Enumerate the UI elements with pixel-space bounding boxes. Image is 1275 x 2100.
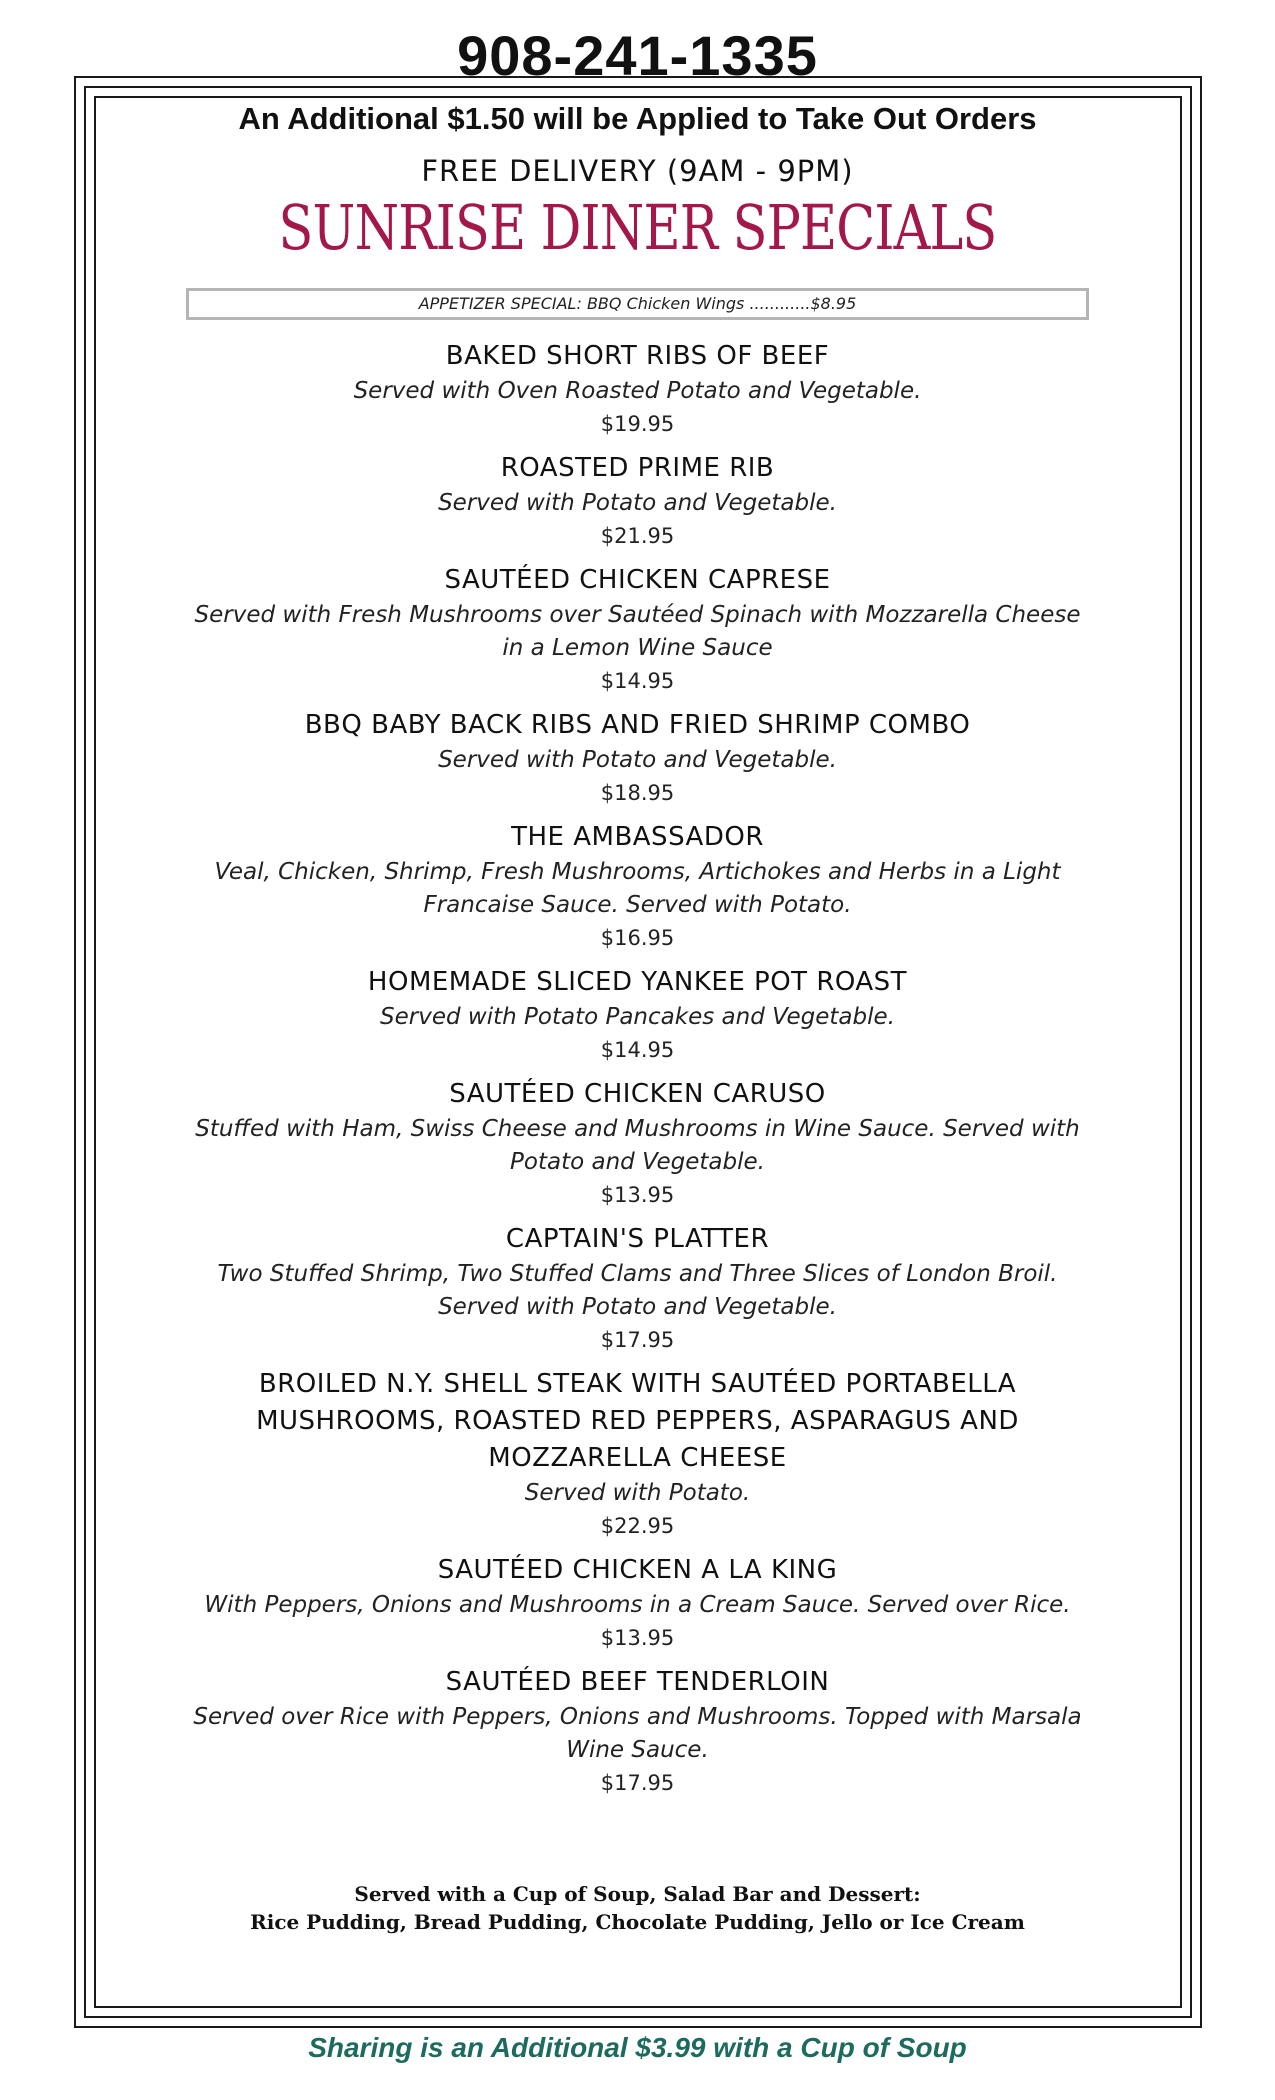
takeout-notice: An Additional $1.50 will be Applied to Take Out Orders	[238, 101, 1037, 136]
menu-item-name: MOZZARELLA CHEESE	[488, 1443, 787, 1473]
menu-item-name: ROASTED PRIME RIB	[500, 453, 775, 483]
menu-item-description: Francaise Sauce. Served with Potato.	[423, 892, 852, 918]
menu-item-price: $14.95	[600, 1038, 675, 1062]
menu-item-description: Served with Fresh Mushrooms over Sautéed Spinach with Mozzarella Cheese	[194, 602, 1081, 628]
menu-item-description: With Peppers, Onions and Mushrooms in a Cream Sauce. Served over Rice.	[204, 1592, 1071, 1618]
menu-item	[170, 1552, 1105, 1654]
menu-item-name: SAUTÉED CHICKEN CARUSO	[449, 1079, 826, 1109]
menu-item-description: Served with Potato and Vegetable.	[438, 490, 837, 516]
menu-item-name: THE AMBASSADOR	[511, 822, 764, 852]
menu-item-description: Wine Sauce.	[566, 1737, 709, 1763]
menu-item-description: Served over Rice with Peppers, Onions and Mushrooms. Topped with Marsala	[193, 1704, 1082, 1730]
menu-item-description: Served with Potato.	[524, 1480, 751, 1506]
appetizer-special-text: APPETIZER SPECIAL: BBQ Chicken Wings ............$8.95	[418, 294, 857, 313]
menu-item-name: BROILED N.Y. SHELL STEAK WITH SAUTÉED PORTABELLA	[258, 1369, 1017, 1399]
menu-item-price: $21.95	[600, 524, 675, 548]
menu-item-price: $22.95	[600, 1514, 675, 1538]
menu-item	[170, 964, 1105, 1066]
menu-item-name: MUSHROOMS, ROASTED RED PEPPERS, ASPARAGUS AND	[256, 1406, 1019, 1436]
menu-item-description: in a Lemon Wine Sauce	[502, 635, 773, 661]
menu-item-price: $13.95	[600, 1626, 675, 1650]
delivery-notice: FREE DELIVERY (9AM - 9PM)	[421, 154, 854, 188]
menu-item-description: Veal, Chicken, Shrimp, Fresh Mushrooms, Artichokes and Herbs in a Light	[214, 859, 1061, 885]
menu-title: SUNRISE DINER SPECIALS	[278, 191, 997, 264]
menu-item-name: SAUTÉED CHICKEN CAPRESE	[444, 565, 831, 595]
menu-item	[170, 450, 1105, 552]
menu-item-price: $14.95	[600, 669, 675, 693]
sharing-notice: Sharing is an Additional $3.99 with a Cup of Soup	[308, 2032, 967, 2063]
menu-item-name: HOMEMADE SLICED YANKEE POT ROAST	[367, 967, 908, 997]
menu-item-price: $16.95	[600, 926, 675, 950]
menu-item	[170, 819, 1105, 954]
menu-item-description: Served with Potato and Vegetable.	[438, 1294, 837, 1320]
menu-item-name: CAPTAIN'S PLATTER	[505, 1224, 770, 1254]
menu-item	[170, 1221, 1105, 1356]
included-sides-line: Served with a Cup of Soup, Salad Bar and Dessert:	[354, 1882, 921, 1906]
menu-item-description: Served with Potato and Vegetable.	[438, 747, 837, 773]
menu-item-description: Served with Oven Roasted Potato and Vegetable.	[353, 378, 922, 404]
menu-item	[170, 707, 1105, 809]
menu-item-description: Two Stuffed Shrimp, Two Stuffed Clams and Three Slices of London Broil.	[217, 1261, 1058, 1287]
menu-item-name: SAUTÉED CHICKEN A LA KING	[437, 1555, 838, 1585]
menu-item	[170, 1366, 1105, 1542]
menu-item-name: BAKED SHORT RIBS OF BEEF	[445, 341, 830, 371]
menu-item-price: $13.95	[600, 1183, 675, 1207]
menu-item-price: $18.95	[600, 781, 675, 805]
menu-item	[170, 338, 1105, 440]
menu-item	[170, 562, 1105, 697]
menu-item-description: Stuffed with Ham, Swiss Cheese and Mushrooms in Wine Sauce. Served with	[195, 1116, 1080, 1142]
menu-item-price: $17.95	[600, 1771, 675, 1795]
dessert-options-line: Rice Pudding, Bread Pudding, Chocolate Pudding, Jello or Ice Cream	[250, 1910, 1025, 1934]
menu-item-name: SAUTÉED BEEF TENDERLOIN	[445, 1667, 830, 1697]
menu-item	[170, 1076, 1105, 1211]
appetizer-special-box	[186, 288, 1089, 320]
phone-number: 908-241-1335	[457, 24, 818, 87]
menu-item-description: Potato and Vegetable.	[510, 1149, 765, 1175]
included-sides-note	[0, 1880, 1275, 1936]
menu-item-description: Served with Potato Pancakes and Vegetable.	[380, 1004, 895, 1030]
specials-list	[170, 338, 1105, 1809]
menu-item-name: BBQ BABY BACK RIBS AND FRIED SHRIMP COMBO	[304, 710, 971, 740]
menu-item-price: $17.95	[600, 1328, 675, 1352]
menu-item	[170, 1664, 1105, 1799]
menu-item-price: $19.95	[600, 412, 675, 436]
